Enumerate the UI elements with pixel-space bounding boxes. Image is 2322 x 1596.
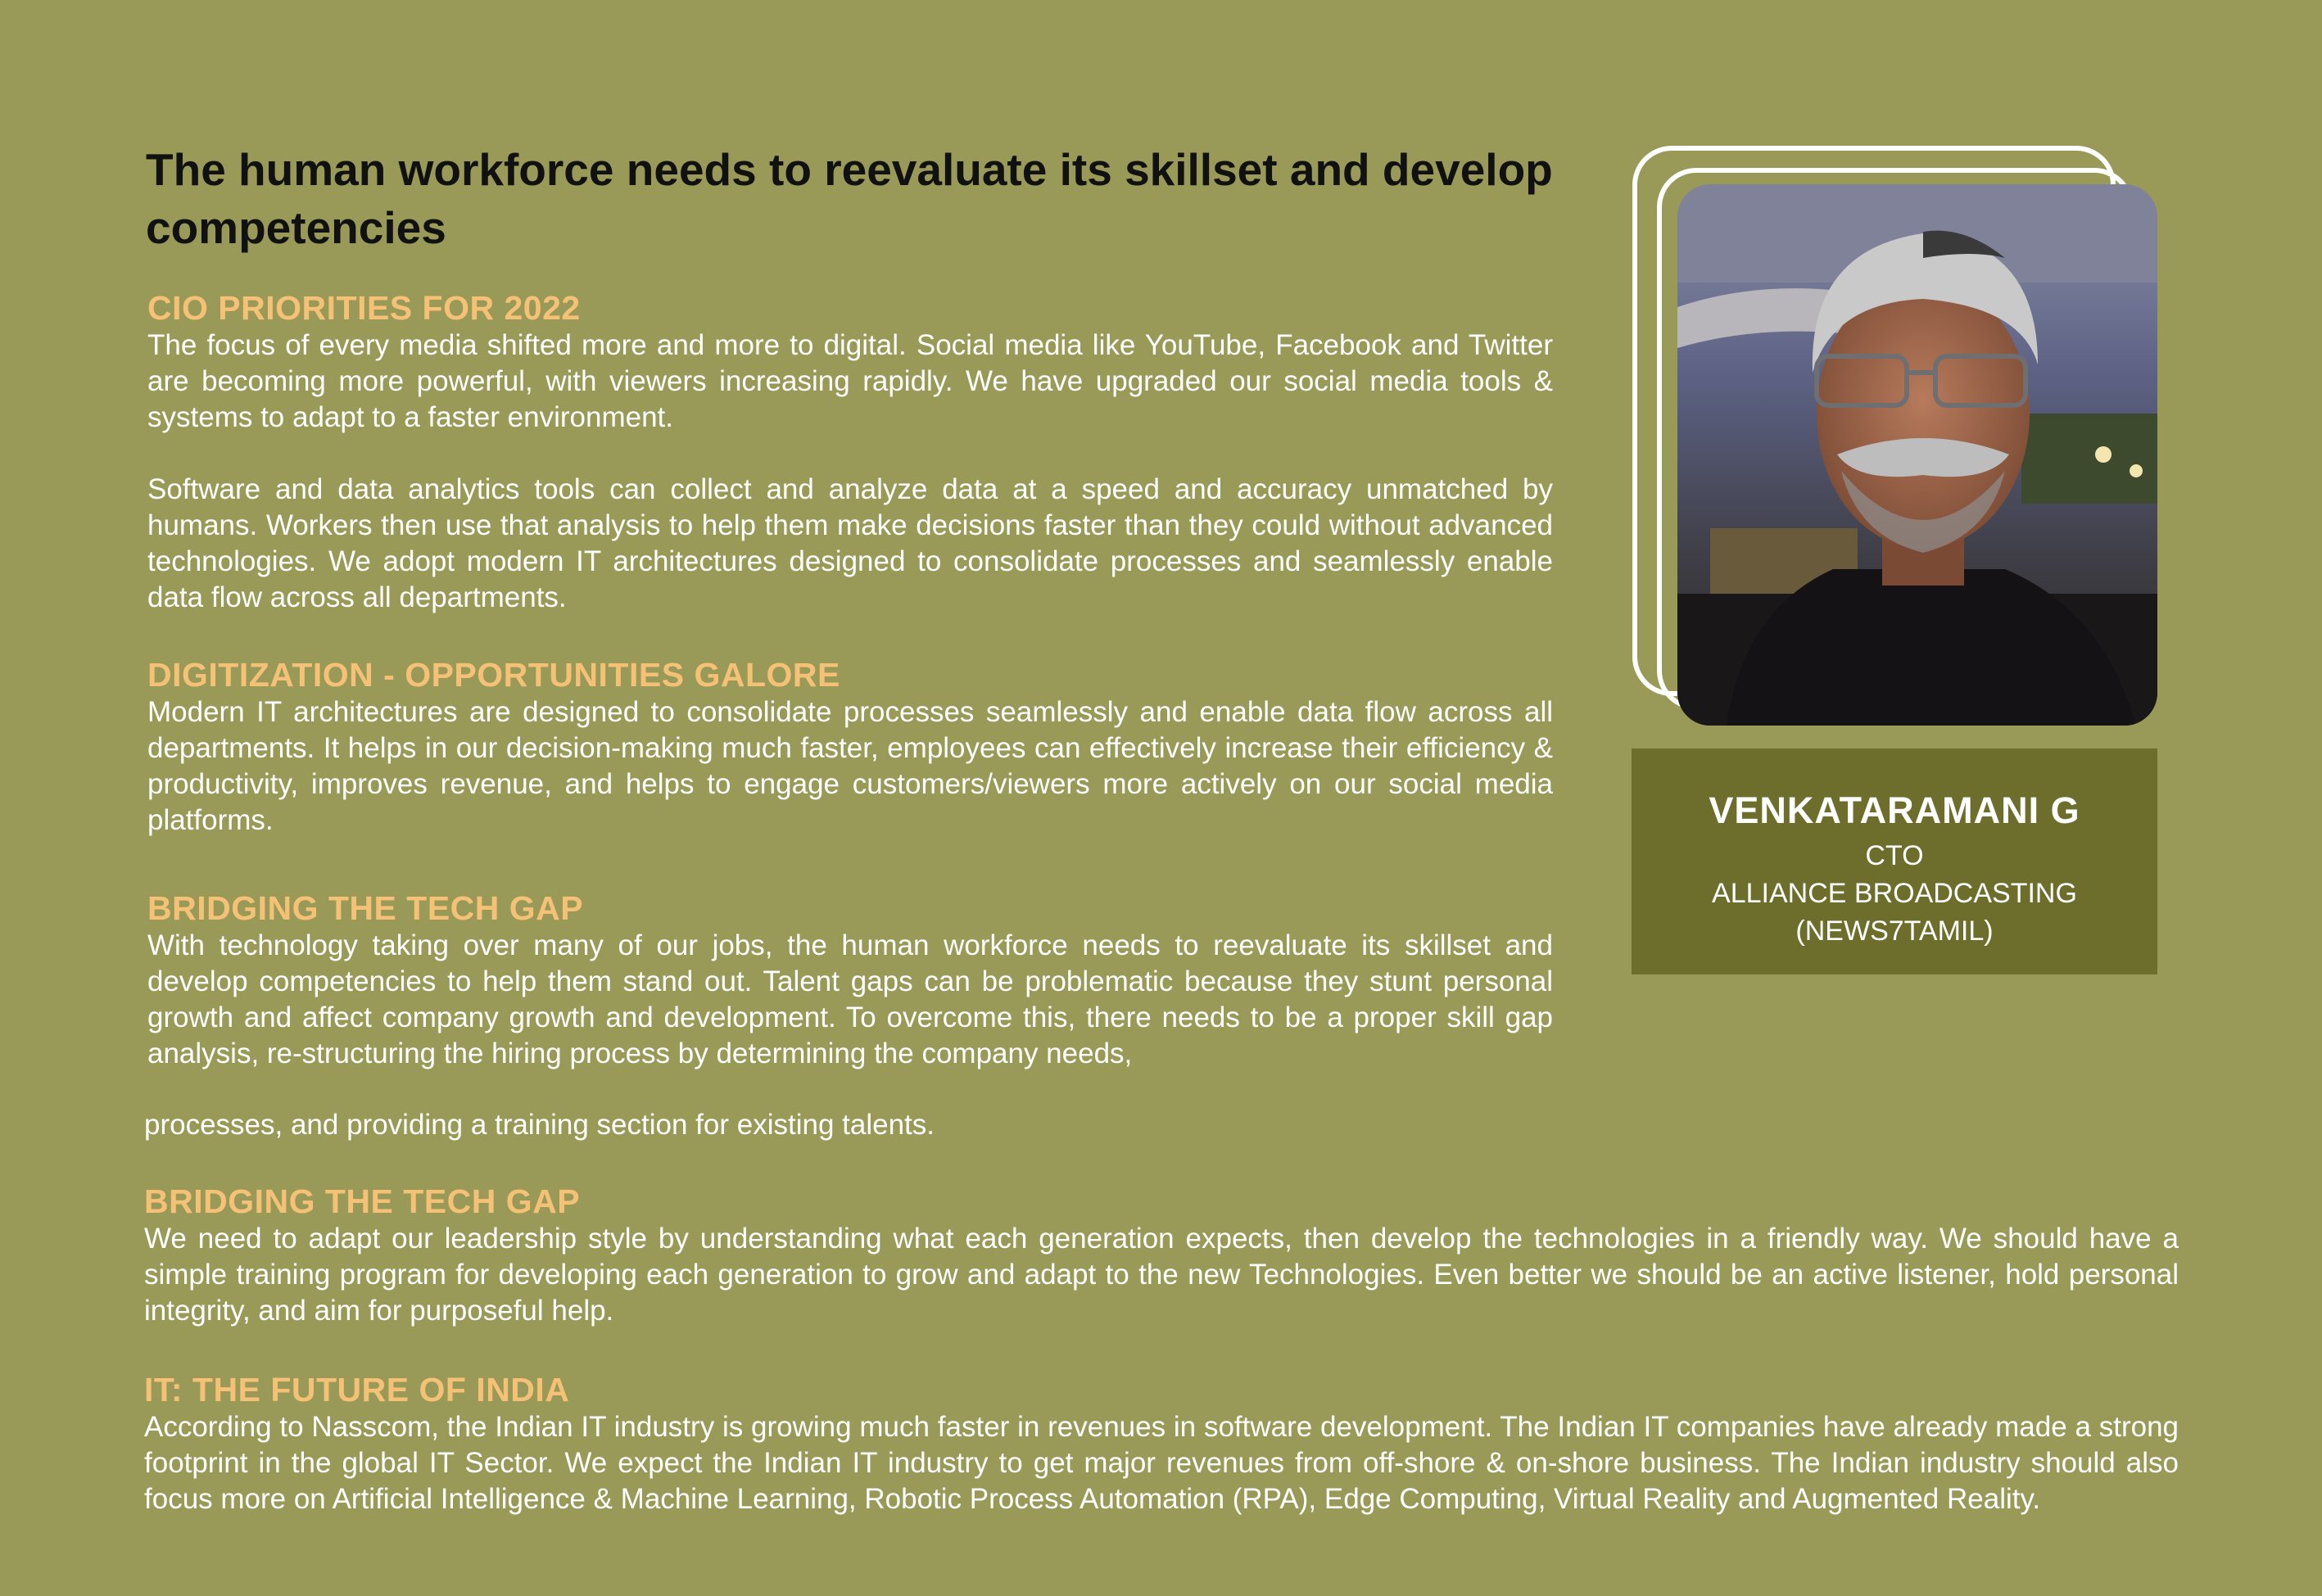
profile-card: [1632, 748, 2157, 974]
section-digitization: [147, 655, 1553, 839]
section-paragraph: We need to adapt our leadership style by understanding what each generation expects, then develop the technologies in a friendly way. We should have a simple training program for developing each generation to grow and adapt to the new Technologies. Even better we should be an active listener, hold personal integrity, and aim for purposeful help.: [144, 1223, 2179, 1327]
profile-photo: [1677, 184, 2157, 726]
section-paragraph: Software and data analytics tools can collect and analyze data at a speed and accuracy unmatched by humans. Workers then use that analysis to help them make decisions faster than they could without advanced technologies. We adopt modern IT architectures designed to consolidate processes and seamlessly enable data flow across all departments.: [147, 473, 1553, 613]
section-paragraph: Modern IT architectures are designed to consolidate processes seamlessly and enable data flow across all departments. It helps in our decision-making much faster, employees can effectively increase their efficiency & productivity, improves revenue, and helps to engage customers/viewers more actively on our social media platforms.: [147, 696, 1553, 836]
section-future-of-india: [144, 1370, 2179, 1517]
section-cio-priorities: [147, 288, 1553, 616]
section-title: BRIDGING THE TECH GAP: [147, 889, 584, 927]
section-paragraph-continued: processes, and providing a training section for existing talents.: [144, 1109, 935, 1141]
section-title: CIO PRIORITIES FOR 2022: [147, 289, 581, 327]
section-paragraph: The focus of every media shifted more and more to digital. Social media like YouTube, Facebook and Twitter are becoming more powerful, with viewers increasing rapidly. We have upgraded our social media tools & systems to adapt to a faster environment.: [147, 329, 1553, 433]
profile-name: VENKATARAMANI G: [1709, 789, 2080, 831]
section-bridging-tech-gap: [147, 888, 1553, 1072]
section-title: DIGITIZATION - OPPORTUNITIES GALORE: [147, 656, 840, 694]
profile-company-sub: (NEWS7TAMIL): [1795, 916, 1994, 947]
section-title: IT: THE FUTURE OF INDIA: [144, 1371, 570, 1408]
profile-company: ALLIANCE BROADCASTING: [1712, 878, 2077, 909]
section-paragraph: According to Nasscom, the Indian IT industry is growing much faster in revenues in software development. The Indian IT companies have already made a strong footprint in the global IT Sector. We expect the Indian IT industry to get major revenues from off-shore & on-shore business. The Indian industry should also focus more on Artificial Intelligence & Machine Learning, Robotic Process Automation (RPA), Edge Computing, Virtual Reality and Augmented Reality.: [144, 1411, 2179, 1515]
section-bridging-tech-gap-leadership: [144, 1182, 2179, 1329]
section-title: BRIDGING THE TECH GAP: [144, 1182, 581, 1220]
profile-title: CTO: [1865, 840, 1924, 871]
section-paragraph: With technology taking over many of our jobs, the human workforce needs to reevaluate its skillset and develop competencies to help them stand out. Talent gaps can be problematic because they stunt personal growth and affect company growth and development. To overcome this, there needs to be a proper skill gap analysis, re-structuring the hiring process by determining the company needs,: [147, 929, 1553, 1069]
headline: The human workforce needs to reevaluate its skillset and develop competencies: [146, 144, 1553, 253]
